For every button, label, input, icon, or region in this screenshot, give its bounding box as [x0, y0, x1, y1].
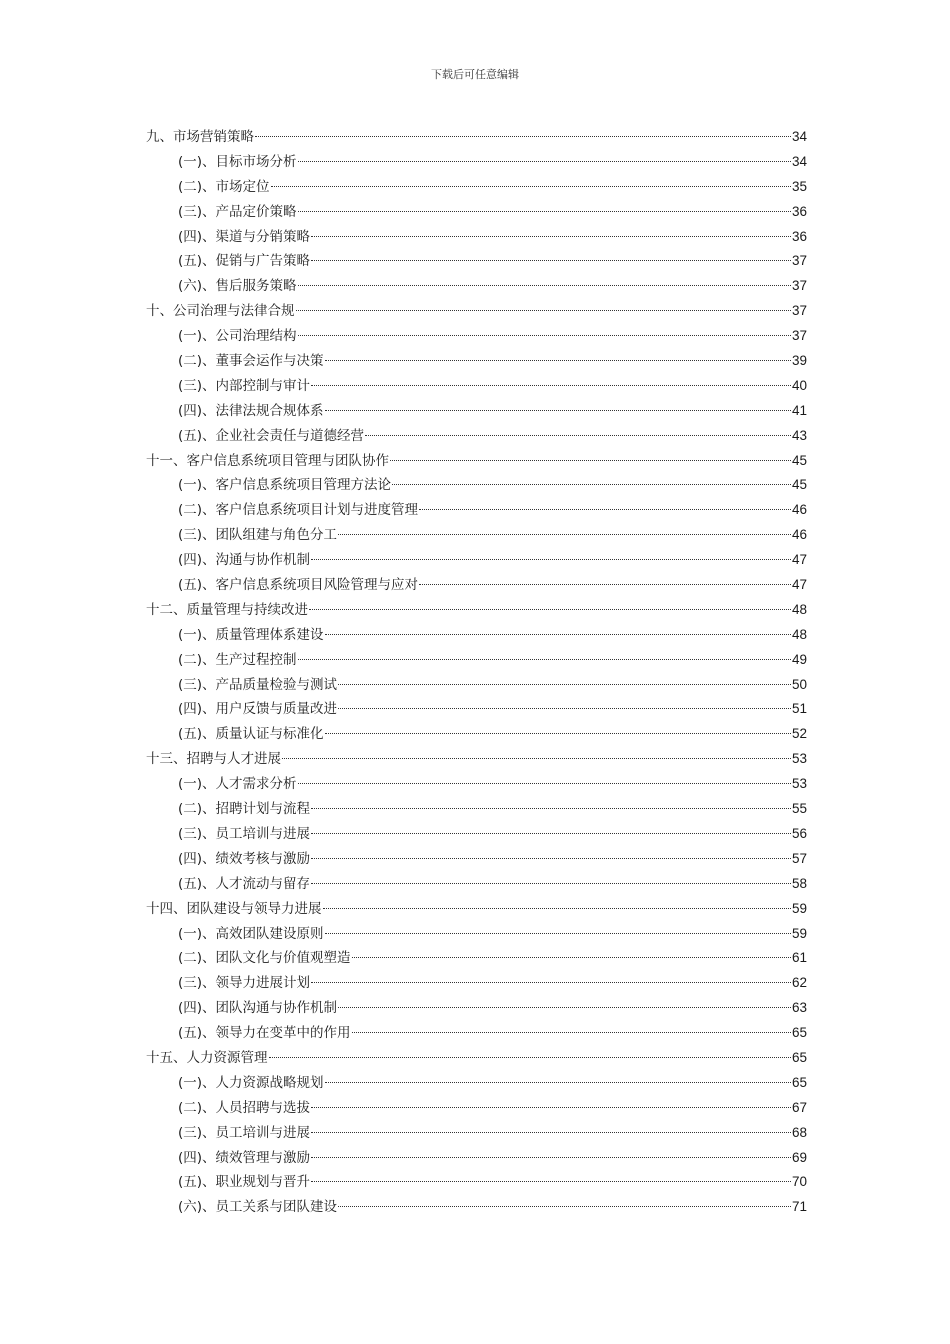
- toc-leader-dots: [311, 883, 791, 884]
- toc-entry-title: (四)、绩效管理与激励: [178, 1149, 311, 1166]
- toc-section-entry[interactable]: [146, 1146, 807, 1171]
- toc-section-entry[interactable]: [146, 847, 807, 872]
- toc-section-entry[interactable]: [146, 1071, 807, 1096]
- toc-entry-title: (三)、产品质量检验与测试: [178, 676, 338, 693]
- toc-leader-dots: [298, 783, 791, 784]
- toc-entry-title: 九、市场营销策略: [146, 129, 254, 145]
- toc-leader-dots: [298, 335, 791, 336]
- toc-chapter-entry[interactable]: [146, 125, 807, 150]
- toc-entry-title: (三)、领导力进展计划: [178, 975, 311, 992]
- toc-leader-dots: [365, 435, 791, 436]
- toc-entry-title: (三)、员工培训与进展: [178, 825, 311, 842]
- toc-leader-dots: [390, 460, 791, 461]
- toc-page-number: 49: [791, 651, 807, 667]
- toc-page-number: 46: [791, 527, 807, 543]
- toc-leader-dots: [325, 360, 791, 361]
- toc-entry-title: 十、公司治理与法律合规: [146, 303, 295, 320]
- toc-entry-title: (三)、员工培训与进展: [178, 1124, 311, 1141]
- toc-page-number: 68: [791, 1124, 807, 1140]
- toc-entry-title: (一)、客户信息系统项目管理方法论: [178, 477, 392, 494]
- toc-section-entry[interactable]: [146, 200, 807, 225]
- toc-chapter-entry[interactable]: [146, 1046, 807, 1071]
- toc-section-entry[interactable]: [146, 697, 807, 722]
- toc-leader-dots: [311, 833, 791, 834]
- toc-entry-title: (一)、高效团队建设原则: [178, 925, 324, 942]
- toc-leader-dots: [311, 982, 791, 983]
- toc-entry-title: (五)、职业规划与晋升: [178, 1174, 311, 1191]
- toc-page-number: 37: [791, 278, 807, 294]
- toc-section-entry[interactable]: [146, 225, 807, 250]
- toc-page-number: 56: [791, 825, 807, 841]
- toc-entry-title: (五)、领导力在变革中的作用: [178, 1025, 351, 1042]
- toc-section-entry[interactable]: [146, 150, 807, 175]
- toc-leader-dots: [311, 1157, 791, 1158]
- toc-page-number: 37: [791, 303, 807, 319]
- toc-entry-title: (六)、售后服务策略: [178, 278, 297, 295]
- toc-page-number: 41: [791, 402, 807, 418]
- toc-page-number: 46: [791, 502, 807, 518]
- toc-section-entry[interactable]: [146, 922, 807, 947]
- toc-leader-dots: [311, 1181, 791, 1182]
- toc-chapter-entry[interactable]: [146, 897, 807, 922]
- toc-section-entry[interactable]: [146, 1195, 807, 1220]
- toc-section-entry[interactable]: [146, 872, 807, 897]
- toc-leader-dots: [311, 1107, 791, 1108]
- toc-entry-title: (三)、团队组建与角色分工: [178, 527, 338, 544]
- toc-chapter-entry[interactable]: [146, 747, 807, 772]
- toc-leader-dots: [338, 684, 791, 685]
- toc-page-number: 47: [791, 552, 807, 568]
- toc-page-number: 48: [791, 601, 807, 617]
- toc-leader-dots: [323, 908, 791, 909]
- page-header: 下载后可任意编辑: [431, 68, 519, 81]
- toc-leader-dots: [298, 161, 791, 162]
- toc-page-number: 40: [791, 377, 807, 393]
- toc-section-entry[interactable]: [146, 175, 807, 200]
- toc-leader-dots: [269, 1057, 791, 1058]
- toc-leader-dots: [311, 385, 791, 386]
- toc-leader-dots: [298, 285, 791, 286]
- toc-page-number: 63: [791, 1000, 807, 1016]
- toc-page-number: 67: [791, 1099, 807, 1115]
- toc-chapter-entry[interactable]: [146, 449, 807, 474]
- toc-leader-dots: [282, 758, 791, 759]
- toc-leader-dots: [338, 1007, 791, 1008]
- toc-entry-title: (四)、团队沟通与协作机制: [178, 1000, 338, 1017]
- toc-page-number: 35: [791, 178, 807, 194]
- toc-section-entry[interactable]: [146, 523, 807, 548]
- toc-entry-title: (一)、质量管理体系建设: [178, 626, 324, 643]
- toc-page-number: 36: [791, 203, 807, 219]
- toc-page-number: 43: [791, 427, 807, 443]
- toc-page-number: 36: [791, 228, 807, 244]
- toc-entry-title: 十一、客户信息系统项目管理与团队协作: [146, 452, 389, 469]
- toc-page-number: 45: [791, 477, 807, 493]
- toc-page-number: 71: [791, 1199, 807, 1215]
- toc-section-entry[interactable]: [146, 797, 807, 822]
- toc-section-entry[interactable]: [146, 623, 807, 648]
- toc-entry-title: (三)、产品定价策略: [178, 203, 297, 220]
- toc-page-number: 57: [791, 850, 807, 866]
- toc-leader-dots: [311, 808, 791, 809]
- toc-leader-dots: [325, 410, 791, 411]
- toc-section-entry[interactable]: [146, 424, 807, 449]
- toc-entry-title: (六)、员工关系与团队建设: [178, 1199, 338, 1216]
- toc-chapter-entry[interactable]: [146, 299, 807, 324]
- toc-entry-title: 十三、招聘与人才进展: [146, 751, 281, 768]
- toc-section-entry[interactable]: [146, 673, 807, 698]
- toc-section-entry[interactable]: [146, 498, 807, 523]
- toc-section-entry[interactable]: [146, 946, 807, 971]
- toc-leader-dots: [311, 858, 791, 859]
- toc-entry-title: (二)、生产过程控制: [178, 651, 297, 668]
- toc-leader-dots: [296, 310, 791, 311]
- toc-entry-title: (一)、公司治理结构: [178, 328, 297, 345]
- toc-section-entry[interactable]: [146, 324, 807, 349]
- toc-entry-title: (五)、促销与广告策略: [178, 253, 311, 270]
- toc-entry-title: (二)、客户信息系统项目计划与进度管理: [178, 502, 419, 519]
- toc-leader-dots: [352, 957, 791, 958]
- toc-leader-dots: [311, 1132, 791, 1133]
- toc-entry-title: 十五、人力资源管理: [146, 1049, 268, 1066]
- toc-section-entry[interactable]: [146, 573, 807, 598]
- toc-entry-title: (一)、目标市场分析: [178, 153, 297, 170]
- toc-leader-dots: [311, 559, 791, 560]
- toc-page-number: 47: [791, 577, 807, 593]
- toc-page-number: 39: [791, 353, 807, 369]
- toc-section-entry[interactable]: [146, 399, 807, 424]
- toc-section-entry[interactable]: [146, 374, 807, 399]
- toc-entry-title: 十四、团队建设与领导力进展: [146, 900, 322, 917]
- toc-page-number: 53: [791, 751, 807, 767]
- toc-leader-dots: [352, 1032, 791, 1033]
- toc-section-entry[interactable]: [146, 473, 807, 498]
- toc-page-number: 65: [791, 1049, 807, 1065]
- toc-leader-dots: [419, 584, 791, 585]
- table-of-contents: [146, 125, 807, 1220]
- toc-section-entry[interactable]: [146, 648, 807, 673]
- toc-leader-dots: [325, 933, 791, 934]
- toc-leader-dots: [338, 708, 791, 709]
- toc-page-number: 37: [791, 328, 807, 344]
- toc-leader-dots: [338, 1206, 791, 1207]
- toc-page-number: 48: [791, 626, 807, 642]
- toc-entry-title: (五)、人才流动与留存: [178, 875, 311, 892]
- toc-leader-dots: [298, 211, 791, 212]
- toc-section-entry[interactable]: [146, 971, 807, 996]
- toc-entry-title: (二)、招聘计划与流程: [178, 801, 311, 818]
- toc-entry-title: (一)、人才需求分析: [178, 776, 297, 793]
- toc-section-entry[interactable]: [146, 722, 807, 747]
- toc-page-number: 34: [791, 129, 807, 144]
- toc-leader-dots: [271, 186, 791, 187]
- toc-section-entry[interactable]: [146, 349, 807, 374]
- toc-page-number: 51: [791, 701, 807, 717]
- toc-page-number: 59: [791, 925, 807, 941]
- toc-leader-dots: [325, 634, 791, 635]
- toc-leader-dots: [311, 236, 791, 237]
- toc-leader-dots: [392, 484, 791, 485]
- toc-entry-title: (三)、内部控制与审计: [178, 377, 311, 394]
- toc-page-number: 34: [791, 153, 807, 169]
- toc-leader-dots: [298, 659, 791, 660]
- toc-leader-dots: [309, 609, 791, 610]
- toc-entry-title: (二)、团队文化与价值观塑造: [178, 950, 351, 967]
- toc-page-number: 58: [791, 875, 807, 891]
- toc-page-number: 50: [791, 676, 807, 692]
- toc-entry-title: (四)、用户反馈与质量改进: [178, 701, 338, 718]
- toc-entry-title: (五)、企业社会责任与道德经营: [178, 427, 365, 444]
- toc-entry-title: 十二、质量管理与持续改进: [146, 601, 308, 618]
- toc-section-entry[interactable]: [146, 772, 807, 797]
- toc-section-entry[interactable]: [146, 996, 807, 1021]
- toc-page-number: 70: [791, 1174, 807, 1190]
- toc-page-number: 45: [791, 452, 807, 468]
- toc-page-number: 65: [791, 1025, 807, 1041]
- toc-page-number: 59: [791, 900, 807, 916]
- toc-entry-title: (四)、沟通与协作机制: [178, 552, 311, 569]
- toc-entry-title: (五)、质量认证与标准化: [178, 726, 324, 743]
- toc-entry-title: (二)、董事会运作与决策: [178, 353, 324, 370]
- toc-entry-title: (四)、绩效考核与激励: [178, 850, 311, 867]
- toc-page-number: 52: [791, 726, 807, 742]
- toc-chapter-entry[interactable]: [146, 598, 807, 623]
- toc-page-number: 61: [791, 950, 807, 966]
- toc-leader-dots: [325, 733, 791, 734]
- toc-entry-title: (二)、市场定位: [178, 178, 270, 195]
- toc-leader-dots: [255, 136, 791, 137]
- toc-entry-title: (五)、客户信息系统项目风险管理与应对: [178, 577, 419, 594]
- toc-section-entry[interactable]: [146, 548, 807, 573]
- toc-leader-dots: [419, 509, 791, 510]
- toc-entry-title: (四)、法律法规合规体系: [178, 402, 324, 419]
- toc-leader-dots: [338, 534, 791, 535]
- toc-page-number: 65: [791, 1074, 807, 1090]
- toc-section-entry[interactable]: [146, 1121, 807, 1146]
- toc-section-entry[interactable]: [146, 249, 807, 274]
- toc-page-number: 53: [791, 776, 807, 792]
- toc-page-number: 69: [791, 1149, 807, 1165]
- toc-page-number: 62: [791, 975, 807, 991]
- toc-section-entry[interactable]: [146, 1096, 807, 1121]
- toc-page-number: 37: [791, 253, 807, 269]
- toc-section-entry[interactable]: [146, 274, 807, 299]
- toc-leader-dots: [325, 1082, 791, 1083]
- toc-section-entry[interactable]: [146, 822, 807, 847]
- toc-page-number: 55: [791, 801, 807, 817]
- toc-entry-title: (二)、人员招聘与选拔: [178, 1099, 311, 1116]
- toc-section-entry[interactable]: [146, 1170, 807, 1195]
- toc-entry-title: (一)、人力资源战略规划: [178, 1074, 324, 1091]
- toc-entry-title: (四)、渠道与分销策略: [178, 228, 311, 245]
- toc-leader-dots: [311, 260, 791, 261]
- toc-section-entry[interactable]: [146, 1021, 807, 1046]
